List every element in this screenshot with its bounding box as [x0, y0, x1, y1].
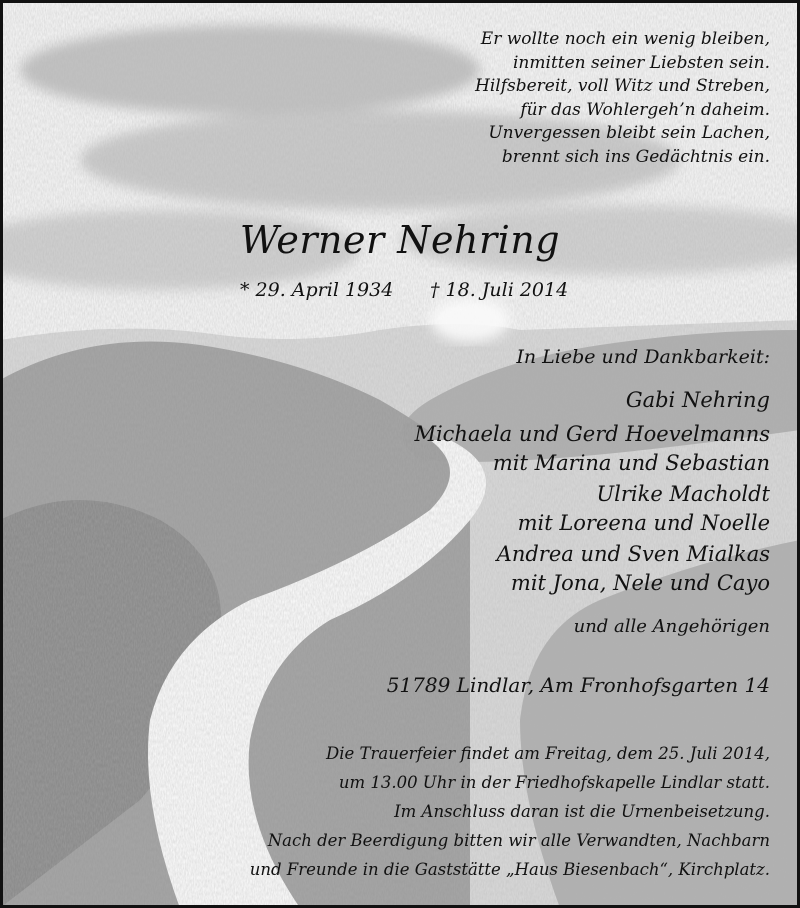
poem-line: Er wollte noch ein wenig bleiben, — [480, 29, 770, 49]
poem-line: inmitten seiner Liebsten sein. — [513, 52, 770, 73]
mourners-intro: In Liebe und Dankbarkeit: — [516, 346, 770, 368]
family-group — [518, 480, 770, 538]
relatives-line: und alle Angehörigen — [573, 616, 770, 637]
notice-line: Die Trauerfeier findet am Freitag, dem 25. Juli 2014, — [325, 744, 770, 763]
birth-date: * 29. April 1934 — [240, 279, 394, 301]
poem-line: Hilfsbereit, voll Witz und Streben, — [475, 76, 770, 96]
poem-line: brennt sich ins Gedächtnis ein. — [501, 146, 770, 167]
family-line: Ulrike Macholdt — [596, 482, 770, 506]
family-line: mit Marina und Sebastian — [492, 451, 770, 475]
poem-line: Unvergessen bleibt sein Lachen, — [488, 123, 770, 143]
poem-line: für das Wohlergeh’n daheim. — [520, 99, 770, 120]
mourners-address: 51789 Lindlar, Am Fronhofsgarten 14 — [386, 673, 770, 697]
family-group — [497, 540, 770, 598]
family-line: Gabi Nehring — [625, 388, 770, 412]
death-date: † 18. Juli 2014 — [430, 279, 569, 301]
notice-line: und Freunde in die Gaststätte „Haus Biesenbach“, Kirchplatz. — [249, 860, 770, 879]
family-line: Andrea und Sven Mialkas — [496, 542, 770, 566]
family-group — [626, 386, 770, 415]
notice-line: Nach der Beerdigung bitten wir alle Verwandten, Nachbarn — [267, 831, 770, 850]
notice-line: Im Anschluss daran ist die Urnenbeisetzung. — [394, 802, 770, 821]
family-line: mit Loreena und Noelle — [517, 511, 770, 535]
memorial-poem — [350, 28, 770, 169]
family-line: mit Jona, Nele und Cayo — [510, 571, 770, 595]
deceased-name: Werner Nehring — [239, 218, 561, 262]
family-group — [414, 420, 770, 478]
family-line: Michaela und Gerd Hoevelmanns — [414, 422, 770, 446]
funeral-notice — [170, 739, 770, 884]
notice-line: um 13.00 Uhr in der Friedhofskapelle Lindlar statt. — [338, 773, 770, 792]
